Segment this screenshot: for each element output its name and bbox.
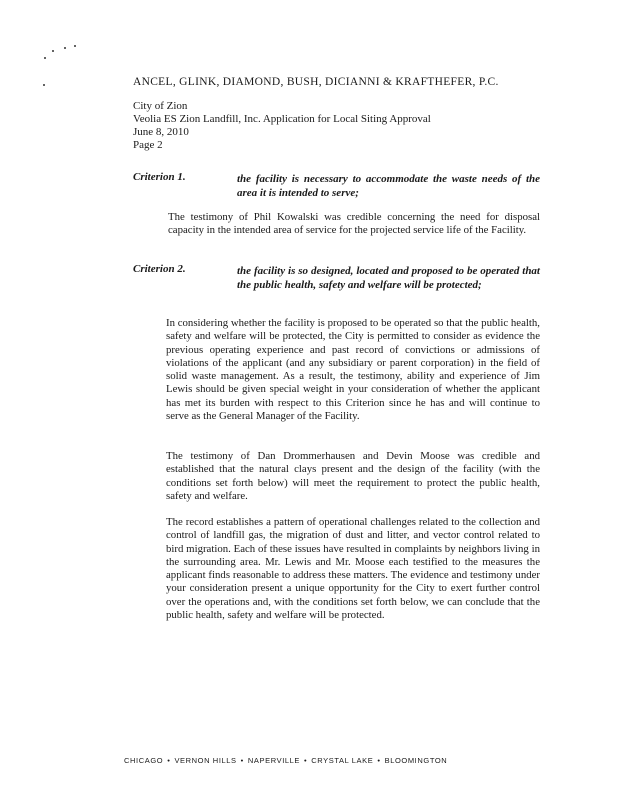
footer-location: NAPERVILLE: [247, 756, 301, 765]
footer-separator: •: [377, 756, 381, 765]
footer-location: VERNON HILLS: [174, 756, 237, 765]
firm-letterhead: ANCEL, GLINK, DIAMOND, BUSH, DICIANNI & KRAFTHEFER, P.C.: [133, 76, 499, 88]
criterion-1-text: the facility is necessary to accommodate the waste needs of the area it is intended to serve;: [237, 173, 540, 199]
criterion-1-label: Criterion 1.: [133, 171, 186, 183]
criterion-1-paragraph: The testimony of Phil Kowalski was credible concerning the need for disposal capacity in the intended area of service for the projected service life of the Facility.: [168, 211, 540, 237]
footer-separator: •: [167, 756, 171, 765]
criterion-2-label: Criterion 2.: [133, 263, 186, 275]
footer-location: CRYSTAL LAKE: [311, 756, 374, 765]
footer-separator: •: [304, 756, 308, 765]
recipient-line: City of Zion: [133, 100, 188, 112]
footer-location: BLOOMINGTON: [384, 756, 448, 765]
criterion-2-text: the facility is so designed, located and proposed to be operated that the public health, safety and welfare will be protected;: [237, 265, 540, 291]
footer-separator: •: [240, 756, 244, 765]
criterion-2-paragraph-2: The testimony of Dan Drommerhausen and Devin Moose was credible and established that the natural clays present and the design of the facility (with the conditions set forth below) will meet the requirement to protect the public health, safety and welfare.: [166, 450, 540, 502]
address-block: [133, 100, 431, 152]
footer-locations: [124, 756, 447, 765]
page-number-line: Page 2: [133, 139, 163, 151]
subject-line: Veolia ES Zion Landfill, Inc. Application for Local Siting Approval: [133, 113, 431, 125]
date-line: June 8, 2010: [133, 126, 189, 138]
footer-location: CHICAGO: [124, 756, 164, 765]
criterion-2-paragraph-3: The record establishes a pattern of operational challenges related to the collection and control of landfill gas, the migration of dust and litter, and vector control related to bird migration. Each of these issues have resulted in complaints by neighbors living in the surrounding area. Mr. Lewis and Mr. Moose each testified to the measures the applicant finds reasonable to address these matters. The evidence and testimony under your consideration present a unique opportunity for the City to exert further control over the operations and, with the conditions set forth below, we can conclude that the public health, safety and welfare will be protected.: [166, 516, 540, 622]
criterion-2-paragraph-1: In considering whether the facility is proposed to be operated so that the public health, safety and welfare will be protected, the City is permitted to consider as evidence the previous operating experience and past record of convictions or admissions of violations of the applicant (and any subsidiary or parent corporation) in the field of solid waste management. As a result, the testimony, ability and experience of Jim Lewis should be given special weight in your consideration of whether the applicant has met its burden with respect to this Criterion since he has and will continue to serve as the General Manager of the Facility.: [166, 317, 540, 423]
